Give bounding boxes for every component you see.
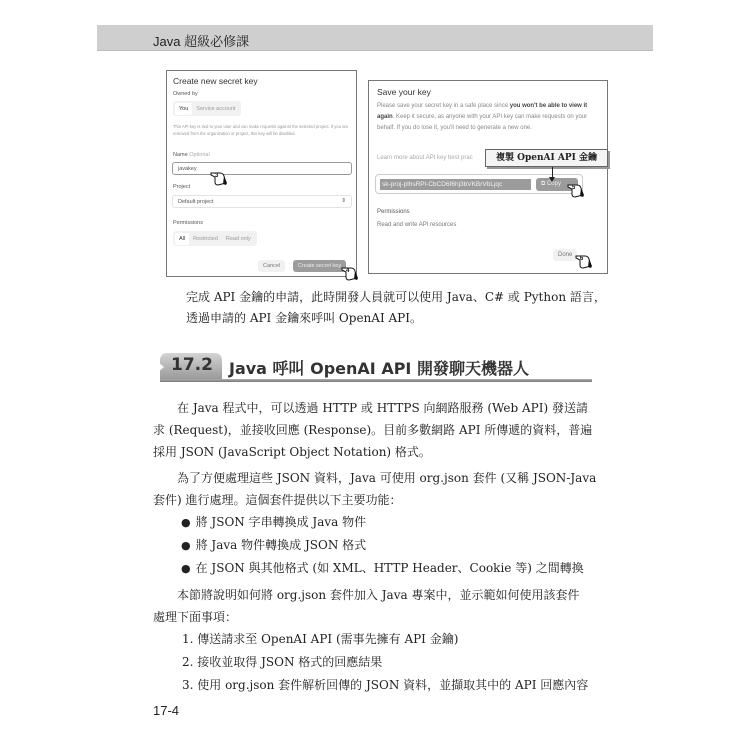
secret-key-value[interactable]: sk-proj-plhsRPl-CbCD6f6hj3bVKBrVbLjqc [380, 179, 531, 190]
step-4-hand-pointer-icon: 4 [341, 265, 359, 281]
step-6-hand-pointer-icon: 6 [575, 253, 593, 269]
section-number: 17.2 [171, 355, 213, 375]
paragraph-1-line-2: 求 (Request)，並接收回應 (Response)。目前多數網路 API 所傳遞的資料，普遍 [153, 423, 593, 437]
bullet-item: ● 將 JSON 字串轉換成 Java 物件 [181, 512, 366, 533]
permission-option-restricted[interactable]: Restricted [193, 235, 218, 242]
numbered-step: 3. 使用 org.json 套件解析回傳的 JSON 資料，並擷取其中的 API 回應內容 [182, 678, 589, 692]
save-key-dialog-screenshot [368, 80, 608, 274]
create-secret-key-button[interactable]: Create secret key [293, 260, 346, 272]
paragraph-3-line-1: 本節將說明如何將 org.json 套件加入 Java 專案中，並示範如何使用該套件 [177, 588, 580, 602]
project-select[interactable]: Default project ⇕ [172, 195, 352, 208]
permissions-label: Permissions [377, 209, 410, 215]
paragraph-1-line-3: 採用 JSON (JavaScript Object Notation) 格式。 [153, 445, 431, 459]
section-chevron-icon [157, 361, 164, 373]
numbered-step: 1. 傳送請求至 OpenAI API (需事先擁有 API 金鑰) [182, 632, 459, 646]
permission-option-read-only[interactable]: Read only [225, 235, 251, 242]
paragraph-3-line-2: 處理下面事項： [153, 610, 238, 624]
copy-button[interactable]: ⧉ Copy [536, 178, 578, 191]
permission-option-all[interactable]: All [175, 233, 189, 245]
owner-option-service-account[interactable]: Service account [196, 105, 236, 112]
numbered-step: 2. 接收並取得 JSON 格式的回應結果 [182, 655, 383, 669]
project-label: Project [173, 184, 191, 190]
dialog-title: Create new secret key [173, 76, 258, 86]
callout-arrowhead-icon [549, 177, 555, 182]
owner-segmented-control[interactable] [173, 101, 241, 116]
permissions-value: Read and write API resources [377, 222, 457, 228]
permissions-label: Permissions [173, 220, 203, 226]
key-notice: This API key is tied to your user and can make requests against the selected project. If you are removed from the organization or project, this key will be disabled. [173, 124, 349, 136]
learn-more-link[interactable]: Learn more about API key best prac [377, 155, 473, 161]
page-number: 17-4 [153, 703, 180, 718]
done-button[interactable]: Done [553, 249, 577, 261]
bullet-item: ● 將 Java 物件轉換成 JSON 格式 [181, 535, 366, 556]
copy-icon: ⧉ [541, 181, 546, 187]
caption-line-1: 完成 API 金鑰的申請，此時開發人員就可以使用 Java、C# 或 Python 語言， [186, 290, 606, 304]
paragraph-2-line-1: 為了方便處理這些 JSON 資料，Java 可使用 org.json 套件 (又稱 JSON-Java [177, 471, 597, 485]
copy-key-callout: 複製 OpenAI API 金鑰 [485, 149, 608, 167]
owned-by-label: Owned by [173, 91, 198, 97]
step-3-hand-pointer-icon: 3 [210, 170, 228, 186]
name-input[interactable]: javakey [172, 162, 352, 175]
dialog-title: Save your key [377, 87, 431, 97]
select-chevron-icon: ⇕ [341, 198, 346, 204]
caption-line-2: 透過申請的 API 金鑰來呼叫 OpenAI API。 [186, 311, 422, 325]
section-title: Java 呼叫 OpenAI API 開發聊天機器人 [229, 359, 529, 378]
owner-option-you[interactable]: You [175, 103, 192, 115]
permissions-segmented-control[interactable] [173, 231, 257, 246]
paragraph-1-line-1: 在 Java 程式中，可以透過 HTTP 或 HTTPS 向網路服務 (Web API) 發送請 [177, 401, 588, 415]
section-underline [160, 379, 592, 382]
create-key-dialog-screenshot [166, 70, 357, 277]
name-label: Name Optional [173, 152, 210, 158]
step-5-hand-pointer-icon: 5 [567, 182, 585, 198]
bullet-item: ● 在 JSON 與其他格式 (如 XML、HTTP Header、Cookie 等) 之間轉換 [181, 558, 584, 579]
running-header-title: Java 超級必修課 [153, 34, 250, 49]
cancel-button[interactable]: Cancel [258, 260, 285, 272]
save-key-description: Please save your secret key in a safe place since you won't be able to view it again. Keep it secure, as anyone with your API key can make requests on your behalf. If you do lose it, you'll need to generate a new one. [377, 103, 588, 131]
paragraph-2-line-2: 套件) 進行處理。這個套件提供以下主要功能： [153, 493, 402, 507]
